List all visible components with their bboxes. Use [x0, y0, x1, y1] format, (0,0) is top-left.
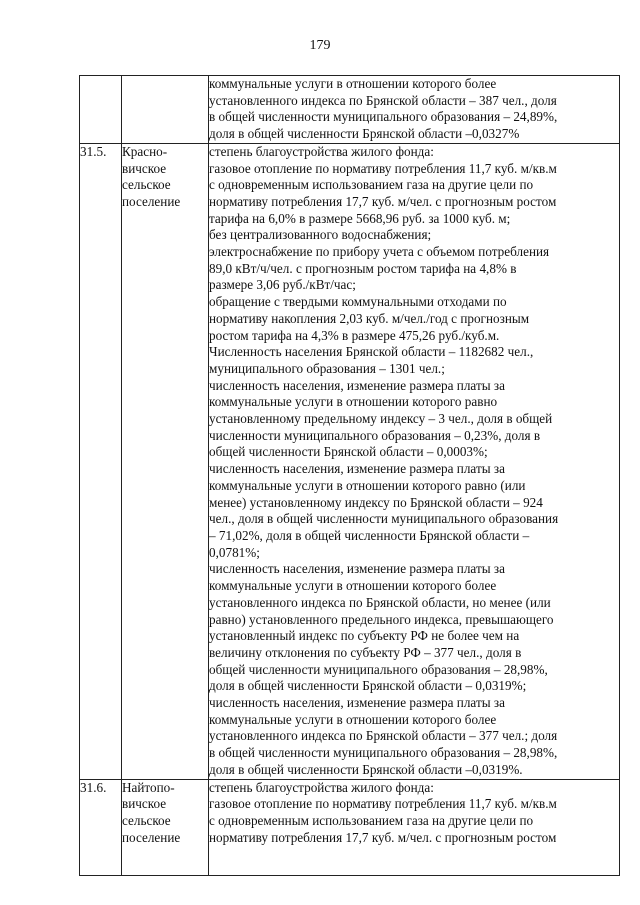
- settlement-table: [79, 75, 620, 876]
- description-line: численность населения, изменение размера платы за: [209, 695, 505, 711]
- settlement-name-line: поселение: [122, 193, 181, 209]
- settlement-name-line: Найтопо-: [122, 779, 175, 795]
- table-row: [80, 143, 620, 779]
- description-line: равно) установленного предельного индекса, превышающего: [209, 611, 554, 627]
- description-line: степень благоустройства жилого фонда:: [209, 143, 434, 159]
- row-number-cell: [80, 76, 122, 144]
- settlement-name-line: сельское: [122, 177, 171, 193]
- description-line: нормативу накопления 2,03 куб. м/чел./год с прогнозным: [209, 310, 530, 326]
- description-line: доля в общей численности Брянской области –0,0319%.: [209, 761, 523, 777]
- settlement-name-line: поселение: [122, 829, 181, 845]
- description-line: установленного индекса по Брянской области – 377 чел.; доля: [209, 728, 558, 744]
- settlement-name-line: вичское: [122, 796, 167, 812]
- description-line: установленного индекса по Брянской области – 387 чел., доля: [209, 92, 557, 108]
- description-line: коммунальные услуги в отношении которого равно (или: [209, 477, 526, 493]
- description-line: с одновременным использованием газа на другие цели по: [209, 812, 534, 828]
- description-line: газовое отопление по нормативу потребления 11,7 куб. м/кв.м: [209, 796, 557, 812]
- settlement-name-cell: [122, 76, 209, 144]
- description-line: численности муниципального образования – 0,23%, доля в: [209, 427, 541, 443]
- description-line: размере 3,06 руб./кВт/час;: [209, 277, 356, 293]
- description-line: установленному предельному индексу – 3 чел., доля в общей: [209, 411, 553, 427]
- description-line: коммунальные услуги в отношении которого более: [209, 76, 497, 91]
- settlement-name-cell: [122, 779, 209, 875]
- description-line: газовое отопление по нормативу потребления 11,7 куб. м/кв.м: [209, 160, 557, 176]
- description-line: с одновременным использованием газа на другие цели по: [209, 177, 534, 193]
- description-cell: [209, 76, 620, 144]
- description-line: менее) установленному индексу по Брянской области – 924: [209, 494, 543, 510]
- description-line: установленного индекса по Брянской области, но менее (или: [209, 594, 551, 610]
- description-line: нормативу потребления 17,7 куб. м/чел. с прогнозным ростом: [209, 829, 557, 845]
- settlement-name-line: Красно-: [122, 143, 168, 159]
- settlement-name-line: сельское: [122, 812, 171, 828]
- description-line: чел., доля в общей численности муниципального образования: [209, 511, 559, 527]
- description-line: общей численности Брянской области – 0,0003%;: [209, 444, 488, 460]
- table-row: [80, 76, 620, 144]
- description-line: 89,0 кВт/ч/чел. с прогнозным ростом тарифа на 4,8% в: [209, 260, 517, 276]
- description-line: численность населения, изменение размера платы за: [209, 377, 505, 393]
- description-line: обращение с твердыми коммунальными отходами по: [209, 294, 507, 310]
- page-number: 179: [309, 38, 331, 53]
- description-line: величину отклонения по субъекту РФ – 377 чел., доля в: [209, 644, 522, 660]
- description-line: тарифа на 6,0% в размере 5668,96 руб. за 1000 куб. м;: [209, 210, 511, 226]
- description-line: установленный индекс по субъекту РФ не более чем на: [209, 628, 520, 644]
- description-line: в общей численности муниципального образования – 24,89%,: [209, 109, 558, 125]
- description-cell: [209, 143, 620, 779]
- description-line: численность населения, изменение размера платы за: [209, 561, 505, 577]
- description-line: коммунальные услуги в отношении которого более: [209, 711, 497, 727]
- description-line: ростом тарифа на 4,3% в размере 475,26 руб./куб.м.: [209, 327, 500, 343]
- settlement-name-cell: [122, 143, 209, 779]
- description-line: без централизованного водоснабжения;: [209, 227, 432, 243]
- description-line: электроснабжение по прибору учета с объемом потребления: [209, 244, 550, 260]
- table-row: [80, 779, 620, 875]
- description-line: общей численности муниципального образования – 28,98%,: [209, 661, 548, 677]
- description-line: численность населения, изменение размера платы за: [209, 461, 505, 477]
- description-line: нормативу потребления 17,7 куб. м/чел. с прогнозным ростом: [209, 193, 557, 209]
- description-line: Численность населения Брянской области – 1182682 чел.,: [209, 344, 534, 360]
- description-line: 0,0781%;: [209, 544, 260, 560]
- description-line: доля в общей численности Брянской области –0,0327%: [209, 126, 520, 142]
- row-number-cell: 31.6.: [80, 779, 122, 875]
- settlement-name-line: вичское: [122, 160, 167, 176]
- description-line: в общей численности муниципального образования – 28,98%,: [209, 745, 558, 761]
- row-number-cell: 31.5.: [80, 143, 122, 779]
- description-line: муниципального образования – 1301 чел.;: [209, 360, 445, 376]
- description-line: коммунальные услуги в отношении которого равно: [209, 394, 498, 410]
- description-line: степень благоустройства жилого фонда:: [209, 779, 434, 795]
- description-cell: [209, 779, 620, 875]
- description-line: коммунальные услуги в отношении которого более: [209, 578, 497, 594]
- description-line: доля в общей численности Брянской области – 0,0319%;: [209, 678, 527, 694]
- description-line: – 71,02%, доля в общей численности Брянской области –: [209, 527, 530, 543]
